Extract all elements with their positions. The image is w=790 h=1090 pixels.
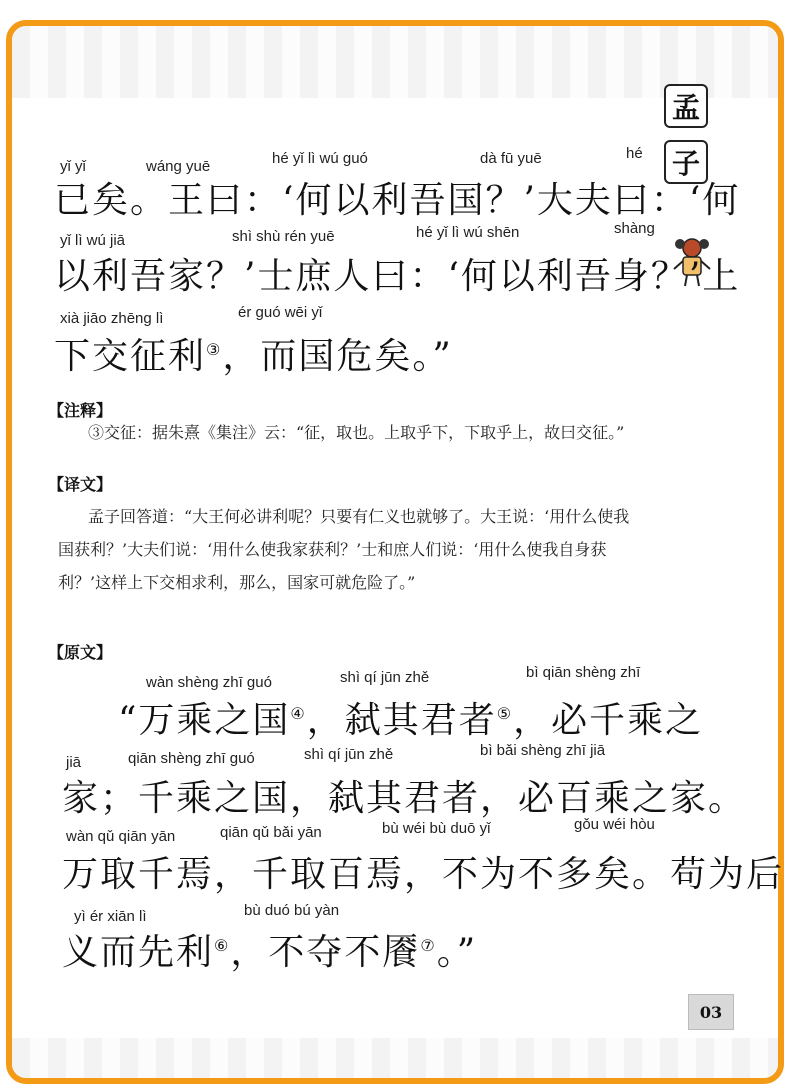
original-label: 【原文】	[48, 643, 113, 662]
translation-label: 【译文】	[48, 475, 113, 494]
pinyin: gǒu wéi hòu	[574, 816, 655, 833]
pinyin: hé yǐ lì wú shēn	[416, 224, 520, 241]
pinyin: ér guó wēi yǐ	[238, 304, 323, 321]
verse-text: ，弑其君者	[306, 700, 497, 741]
decorative-bottom-band	[12, 1038, 778, 1078]
translation-line: 孟子回答道：“大王何必讲利呢？只要有仁义也就够了。大王说：‘用什么使我	[88, 507, 630, 526]
verse-line: 家；千乘之国，弑其君者，必百乘之家。	[62, 778, 747, 819]
pinyin: bù wéi bù duō yǐ	[382, 820, 491, 837]
verse-line	[54, 328, 453, 379]
page-number: 03	[688, 994, 734, 1030]
verse-line	[118, 692, 703, 743]
pinyin: jiā	[66, 754, 82, 771]
footnote-ref: ⑦	[420, 938, 437, 955]
pinyin: wàn shèng zhī guó	[146, 674, 272, 691]
pinyin: shì qí jūn zhě	[340, 669, 430, 686]
side-title-char: 孟	[664, 84, 708, 128]
verse-text: 义而先利	[62, 932, 215, 973]
pinyin: qiān qǔ bǎi yān	[220, 824, 322, 841]
verse-text: ，而国危矣。”	[222, 336, 453, 377]
footnote-ref: ④	[290, 706, 307, 723]
pinyin: yǐ yǐ	[60, 158, 86, 175]
verse-line	[62, 924, 477, 975]
translation-line: 国获利？’大夫们说：‘用什么使我家获利？’士和庶人们说：‘用什么使我自身获	[58, 540, 607, 559]
pinyin: shì qí jūn zhě	[304, 746, 394, 763]
pinyin: dà fū yuē	[480, 150, 542, 167]
translation-line: 利？’这样上下交相求利，那么，国家可就危险了。”	[58, 573, 416, 592]
verse-text: ，不夺不餍	[230, 932, 421, 973]
verse-text: ，必千乘之	[513, 700, 704, 741]
pinyin: wàn qǔ qiān yān	[66, 828, 176, 845]
note-text: ③交征：据朱熹《集注》云：“征，取也。上取乎下，下取乎上，故曰交征。”	[88, 423, 625, 442]
pinyin: yǐ lì wú jiā	[60, 232, 126, 249]
verse-line: 以利吾家？’士庶人曰：‘何以利吾身？’上	[54, 256, 741, 297]
footnote-ref: ⑥	[214, 938, 231, 955]
pinyin: shì shù rén yuē	[232, 228, 335, 245]
verse-text: 。”	[436, 932, 478, 973]
side-title-char: 子	[664, 140, 708, 184]
footnote-ref: ⑤	[496, 706, 514, 723]
pinyin: xià jiāo zhēng lì	[60, 310, 164, 327]
pinyin: bù duó bú yàn	[244, 902, 340, 919]
pinyin: hé	[626, 145, 643, 162]
pinyin: wáng yuē	[146, 158, 211, 175]
pinyin: hé yǐ lì wú guó	[272, 150, 368, 167]
pinyin: yì ér xiān lì	[74, 908, 147, 925]
footnote-ref: ③	[206, 342, 223, 359]
verse-line: 已矣。王曰：‘何以利吾国？’大夫曰：‘何	[54, 180, 741, 221]
notes-label: 【注释】	[48, 401, 113, 420]
verse-line: 万取千焉，千取百焉，不为不多矣。苟为后	[62, 854, 785, 895]
pinyin: bì bǎi shèng zhī jiā	[480, 742, 606, 759]
pinyin: bì qiān shèng zhī	[526, 664, 641, 681]
pinyin: qiān shèng zhī guó	[128, 750, 255, 767]
verse-text: 下交征利	[54, 336, 207, 377]
verse-text: “万乘之国	[118, 700, 291, 741]
pinyin: shàng	[614, 220, 655, 237]
